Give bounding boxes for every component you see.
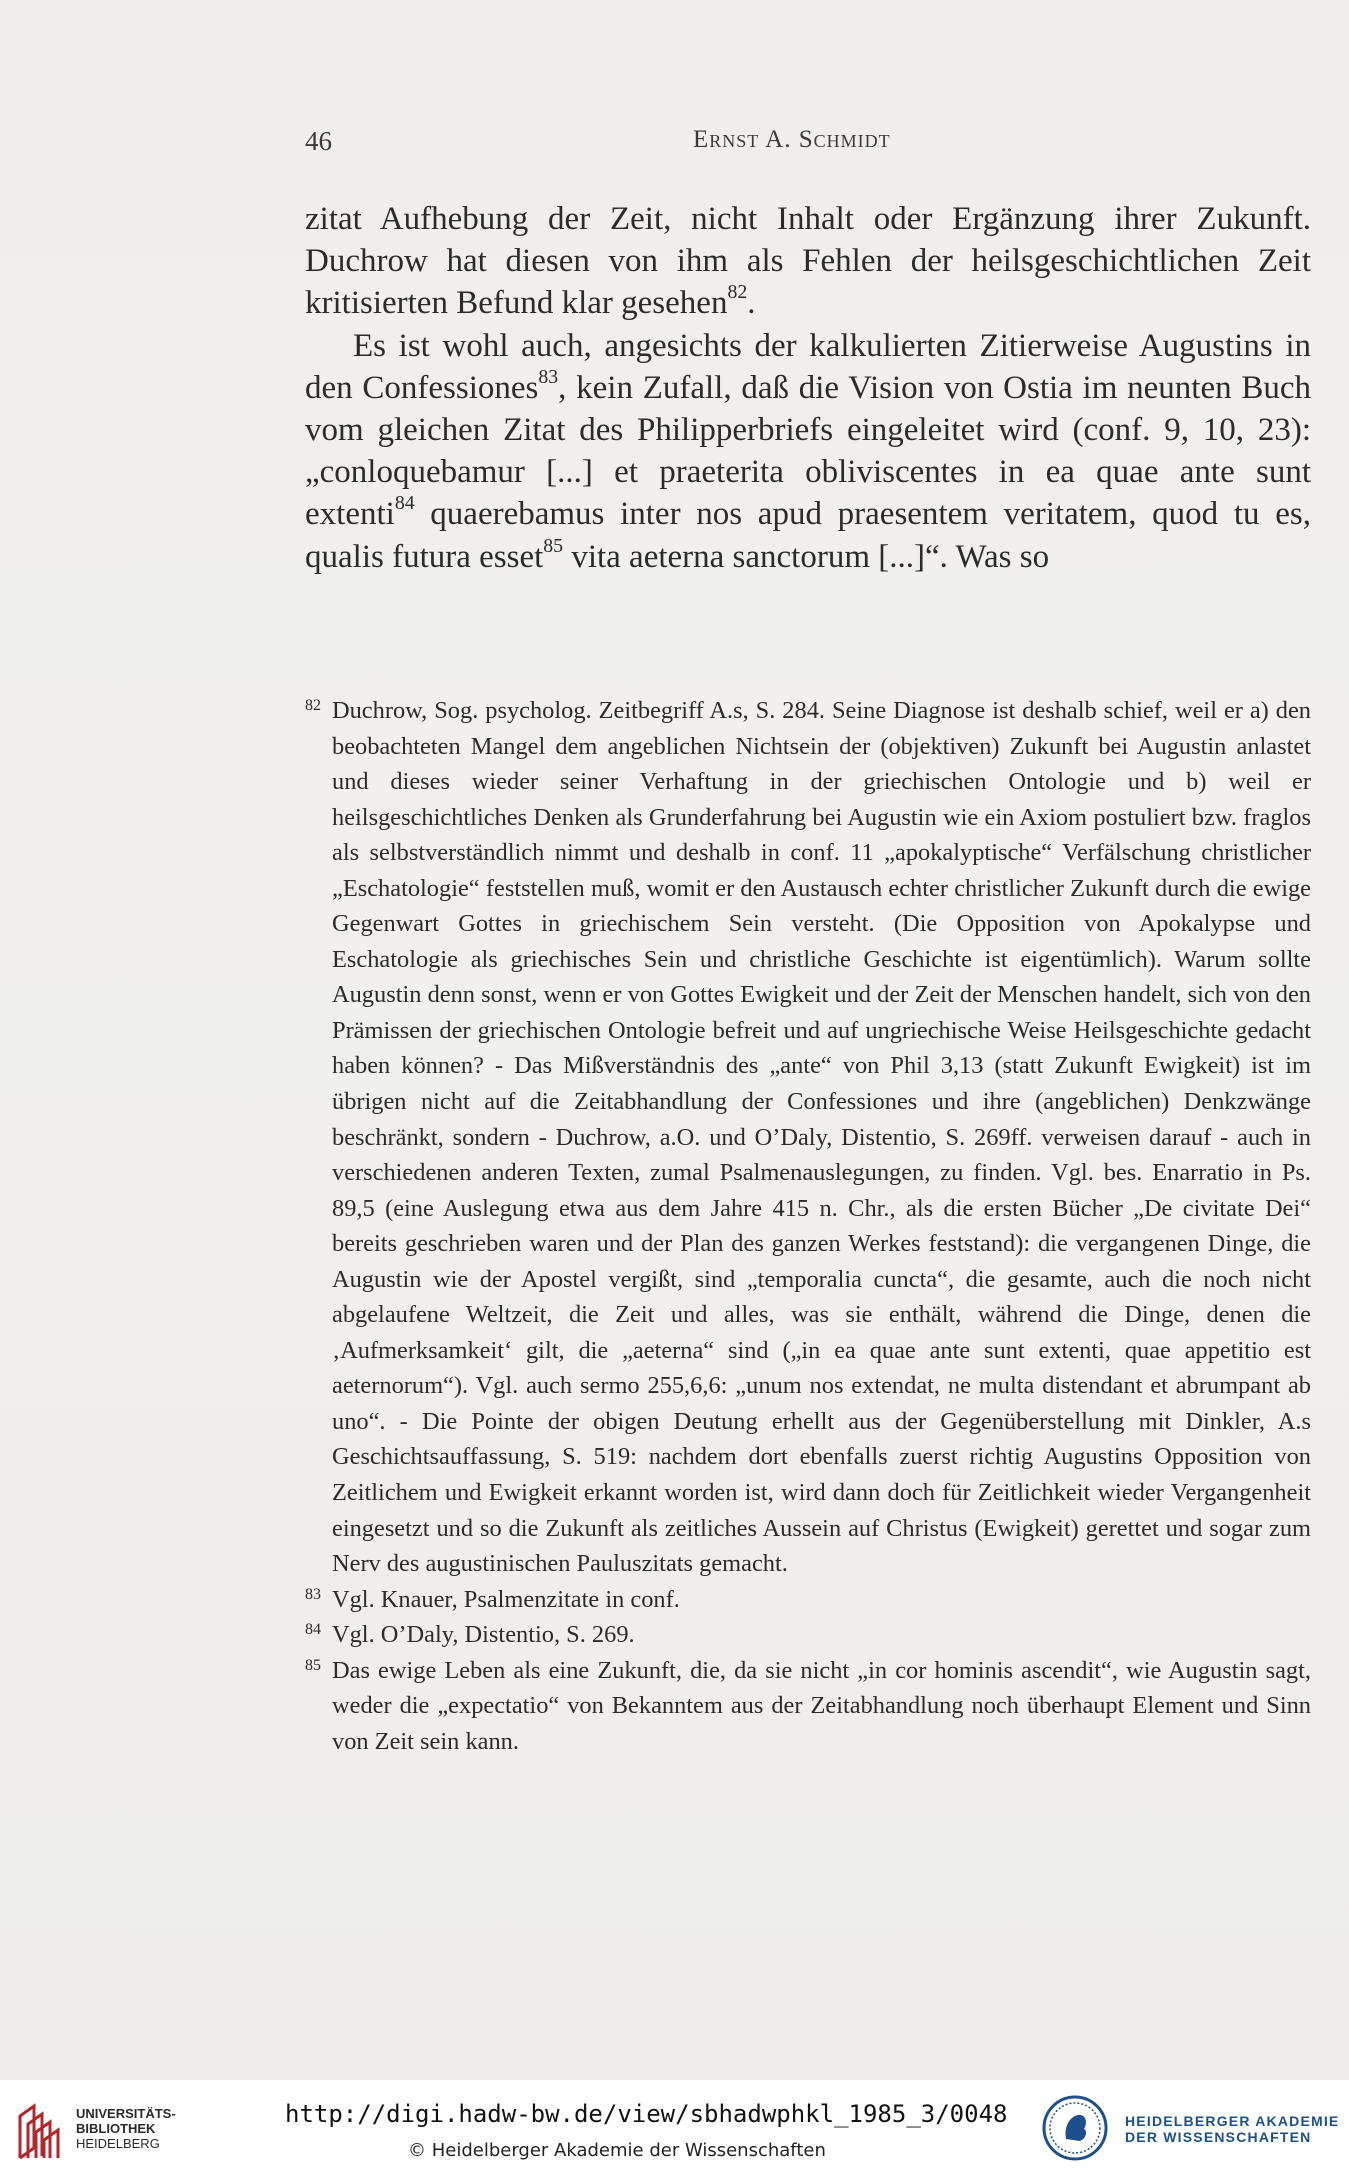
- footnote-85: [305, 1653, 1311, 1760]
- copyright-notice: © Heidelberger Akademie der Wissenschaften: [408, 2140, 826, 2161]
- hadw-seal-icon[interactable]: [1042, 2095, 1108, 2161]
- footnote-number: 82: [305, 697, 321, 714]
- page-header: [305, 122, 1295, 162]
- ub-heidelberg-wordmark: UNIVERSITÄTS- BIBLIOTHEK HEIDELBERG: [76, 2106, 176, 2151]
- page-number: 46: [305, 126, 332, 156]
- footnote-84: [305, 1617, 1311, 1653]
- footnote-83: [305, 1582, 1311, 1618]
- footnote-text: Vgl. O’Daly, Distentio, S. 269.: [332, 1621, 635, 1649]
- paragraph-2: Es ist wohl auch, angesichts der kalkulierten Zitierweise Augustins in den Confessiones$^{83}$, kein Zufall, daß die Vision von Ostia im neunten Buch vom gleichen Zitat des Philipperbriefs eingeleitet wird (conf. 9, 10, 23): „conloquebamur [...] et praeterita obliviscentes in ea quae ante sunt extenti$^{84}$ quaerebamus inter nos apud praesentem veritatem, quod tu es, qualis futura esset$^{85}$ vita aeterna sanctorum [...]“. Was so: [305, 327, 1311, 575]
- footnote-ref-85[interactable]: 85: [543, 534, 564, 557]
- footnotes: [305, 693, 1311, 1759]
- footnote-ref-84[interactable]: 84: [394, 492, 415, 515]
- footnote-ref-83[interactable]: 83: [538, 365, 559, 388]
- permalink-url[interactable]: http://digi.hadw-bw.de/view/sbhadwphkl_1985_3/0048: [285, 2100, 1008, 2128]
- footnote-text: Duchrow, Sog. psycholog. Zeitbegriff A.s, S. 284. Seine Diagnose ist deshalb schief, weil er a) den beobachteten Mangel dem angeblichen Nichtsein der (objektiven) Zukunft bei Augustin anlastet und dieses wieder seiner Verhaftung in der griechischen Ontologie und b) weil er heilsgeschichtliches Denken als Grunderfahrung bei Augustin wie ein Axiom postuliert bzw. fraglos als selbstverständlich nimmt und deshalb in conf. 11 „apokalyptische“ Verfälschung christlicher „Eschatologie“ feststellen muß, womit er den Austausch echter christlicher Zukunft durch die ewige Gegenwart Gottes in griechischem Sein versteht. (Die Opposition von Apokalypse und Eschatologie als griechisches Sein und christliche Geschichte ist eigentümlich). Warum sollte Augustin denn sonst, wenn er von Gottes Ewigkeit und der Zeit der Menschen handelt, sich von den Prämissen der griechischen Ontologie befreit und auf ungriechische Weise Heilsgeschichte gedacht haben können? - Das Mißverständnis des „ante“ von Phil 3,13 (statt Zukunft Ewigkeit) ist im übrigen nicht auf die Zeitabhandlung der Confessiones und ihre (angeblichen) Denkzwänge beschränkt, sondern - Duchrow, a.O. und O’Daly, Distentio, S. 269ff. verweisen darauf - auch in verschiedenen anderen Texten, zumal Psalmenauslegungen, zu finden. Vgl. bes. Enarratio in Ps. 89,5 (eine Auslegung etwa aus dem Jahre 415 n. Chr., als die ersten Bücher „De civitate Dei“ bereits geschrieben waren und der Plan des ganzen Werkes feststand): die vergangenen Dinge, die Augustin wie der Apostel vergißt, sind „temporalia cuncta“, die gesamte, auch die noch nicht abgelaufene Weltzeit, die Zeit und alles, was sie enthält, während die Dinge, denen die ‚Aufmerksamkeit‘ gilt, die „aeterna“ sind („in ea quae ante sunt extenti, quae appetitio est aeternorum“). Vgl. auch sermo 255,6,6: „unum nos extendat, ne multa distendant et abrumpant ab uno“. - Die Pointe der obigen Deutung erhellt aus der Gegenüberstellung mit Dinkler, A.s Geschichtsauffassung, S. 519: nachdem dort ebenfalls zuerst richtig Augustins Opposition von Zeitlichem und Ewigkeit erkannt worden ist, wird dann doch für Zeitlichkeit wieder Vergangenheit eingesetzt und so die Zukunft als zeitliches Aussein auf Christus (Ewigkeit) gerettet und sogar zum Nerv des augustinischen Pauluszitats gemacht.: [332, 697, 1311, 1578]
- footnote-number: 84: [305, 1621, 321, 1639]
- footnote-text: Das ewige Leben als eine Zukunft, die, da sie nicht „in cor hominis ascendit“, wie Augustin sagt, weder die „expectatio“ von Bekanntem aus der Zeitabhandlung noch überhaupt Element und Sinn von Zeit sein kann.: [332, 1656, 1311, 1755]
- viewer-footer: [0, 2080, 1349, 2177]
- hadw-wordmark: HEIDELBERGER AKADEMIE DER WISSENSCHAFTEN: [1125, 2113, 1340, 2145]
- footnote-ref-82[interactable]: 82: [727, 281, 748, 304]
- ub-heidelberg-logo-icon[interactable]: [14, 2102, 62, 2160]
- running-head: Ernst A. Schmidt: [693, 126, 891, 153]
- paragraph-1: zitat Aufhebung der Zeit, nicht Inhalt oder Ergänzung ihrer Zukunft. Duchrow hat diesen von ihm als Fehlen der heilsgeschichtlichen Zeit kritisierten Befund klar gesehen$^{82}$.: [305, 201, 1311, 322]
- footnote-82: [305, 693, 1311, 1582]
- footnote-text: Vgl. Knauer, Psalmenzitate in conf.: [332, 1585, 680, 1613]
- footnote-number: 85: [305, 1656, 321, 1674]
- footnote-number: 83: [305, 1585, 321, 1603]
- main-text: [305, 198, 1311, 578]
